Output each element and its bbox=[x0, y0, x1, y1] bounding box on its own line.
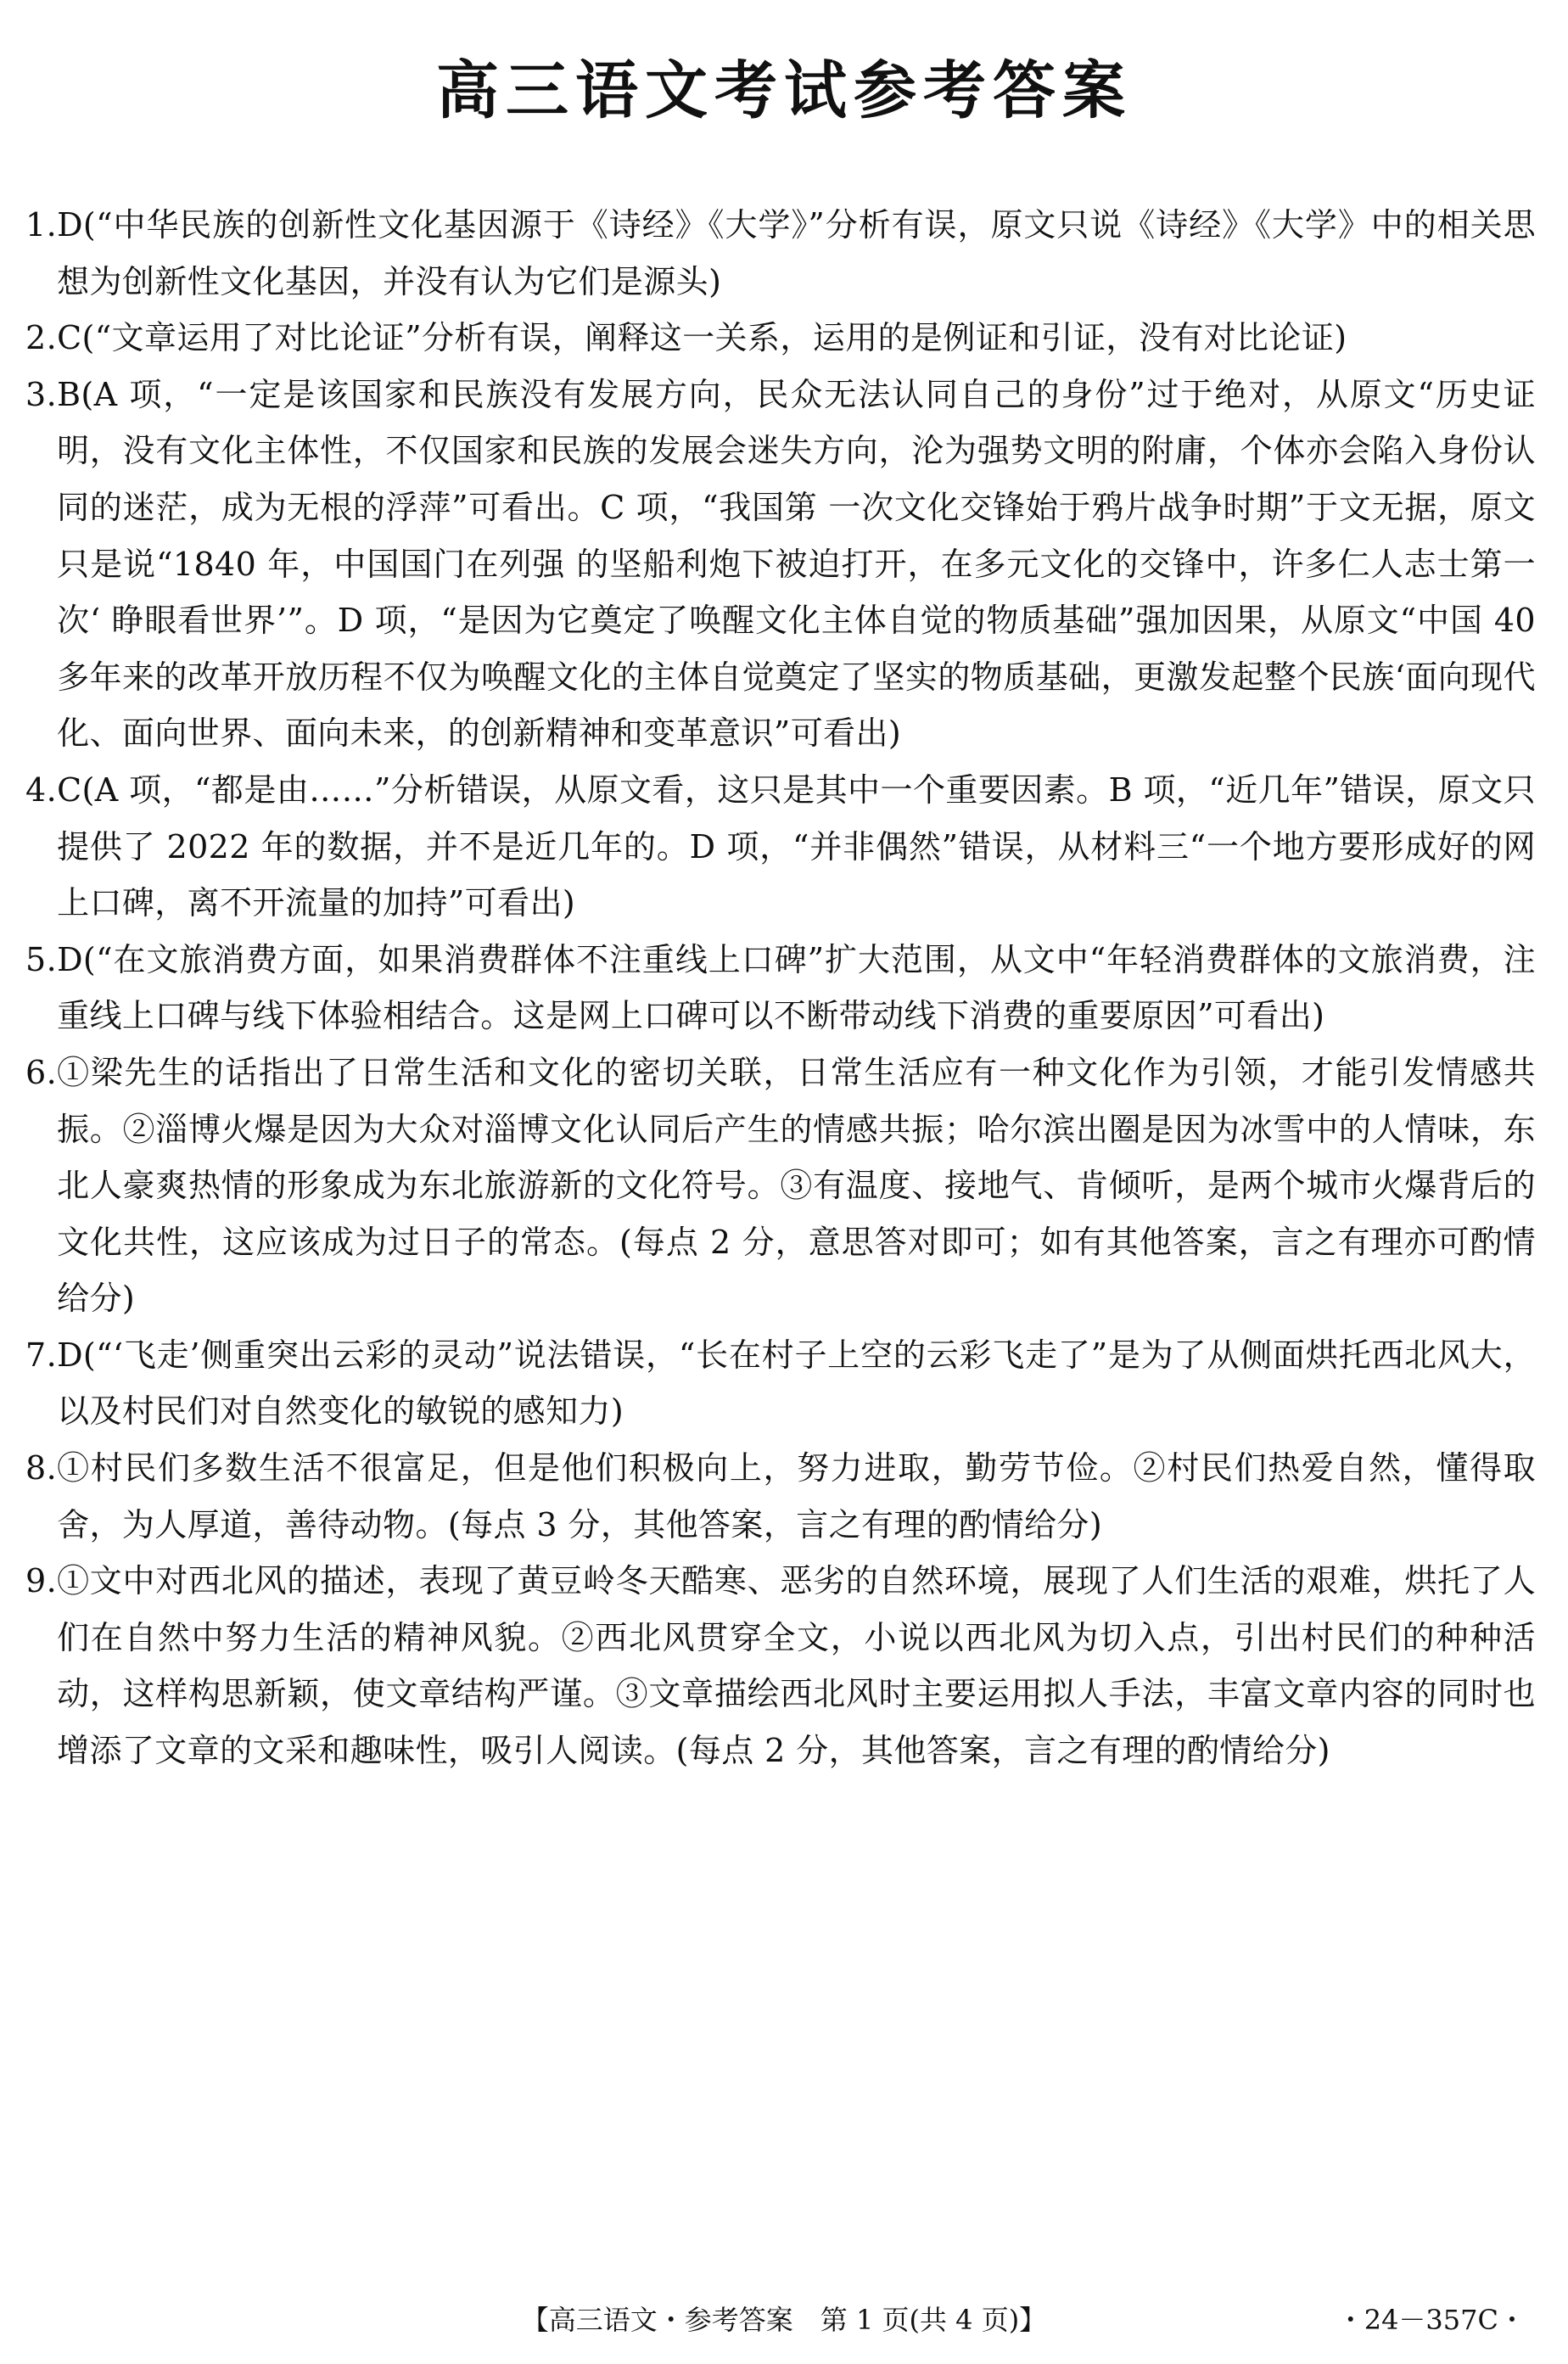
answer-text: ①村民们多数生活不很富足，但是他们积极向上，努力进取，勤劳节俭。②村民们热爱自然，懂得取舍，为人厚道，善待动物。(每点 3 分，其他答案，言之有理的酌情给分) bbox=[57, 1449, 1536, 1543]
answer-number: 1. bbox=[25, 206, 58, 244]
answer-list bbox=[25, 197, 1536, 1779]
answer-text: D(“在文旅消费方面，如果消费群体不注重线上口碑”扩大范围，从文中“年轻消费群体的文旅消费，注重线上口碑与线下体验相结合。这是网上口碑可以不断带动线下消费的重要原因”可看出) bbox=[57, 940, 1536, 1035]
answer-number: 7. bbox=[25, 1336, 58, 1374]
answer-text: C(A 项，“都是由……”分析错误，从原文看，这只是其中一个重要因素。B 项，“近几年”错误，原文只提供了 2022 年的数据，并不是近几年的。D 项，“并非偶然”错误，从材料三“一个地方要形成好的网上口碑，离不开流量的加持”可看出) bbox=[57, 770, 1536, 922]
answer-text: ①文中对西北风的描述，表现了黄豆岭冬天酷寒、恶劣的自然环境，展现了人们生活的艰难，烘托了人们在自然中努力生活的精神风貌。②西北风贯穿全文，小说以西北风为切入点，引出村民们的种种活动，这样构思新颖，使文章结构严谨。③文章描绘西北风时主要运用拟人手法，丰富文章内容的同时也增添了文章的文采和趣味性，吸引人阅读。(每点 2 分，其他答案，言之有理的酌情给分) bbox=[57, 1562, 1536, 1770]
answer-text: ①梁先生的话指出了日常生活和文化的密切关联，日常生活应有一种文化作为引领，才能引发情感共振。②淄博火爆是因为大众对淄博文化认同后产生的情感共振；哈尔滨出圈是因为冰雪中的人情味，东北人豪爽热情的形象成为东北旅游新的文化符号。③有温度、接地气、肯倾听，是两个城市火爆背后的文化共性，这应该成为过日子的常态。(每点 2 分，意思答对即可；如有其他答案，言之有理亦可酌情给分) bbox=[57, 1053, 1536, 1318]
page-footer bbox=[0, 2298, 1568, 2342]
answer-number: 8. bbox=[25, 1449, 58, 1487]
answer-item bbox=[25, 1440, 1536, 1553]
answer-number: 4. bbox=[25, 770, 58, 809]
footer-exam-code: ・24－357C・ bbox=[1336, 2304, 1526, 2336]
answer-item bbox=[25, 1045, 1536, 1327]
answer-number: 5. bbox=[25, 940, 58, 978]
answer-number: 3. bbox=[25, 375, 58, 413]
footer-page-info: 【高三语文・参考答案 第 1 页(共 4 页)】 bbox=[521, 2304, 1047, 2336]
answer-number: 6. bbox=[25, 1053, 58, 1091]
answer-item bbox=[25, 762, 1536, 932]
answer-text: D(“‘飞走’侧重突出云彩的灵动”说法错误，“长在村子上空的云彩飞走了”是为了从侧面烘托西北风大，以及村民们对自然变化的敏锐的感知力) bbox=[57, 1336, 1536, 1431]
answer-item bbox=[25, 1327, 1536, 1440]
answer-item bbox=[25, 310, 1536, 367]
answer-text: B(A 项，“一定是该国家和民族没有发展方向，民众无法认同自己的身份”过于绝对，从原文“历史证明，没有文化主体性，不仅国家和民族的发展会迷失方向，沦为强势文明的附庸，个体亦会陷入身份认同的迷茫，成为无根的浮萍”可看出。C 项，“我国第 一次文化交锋始于鸦片战争时期”于文无据，原文只是说“1840 年，中国国门在列强 的坚船利炮下被迫打开，在多元文化的交锋中，许多仁人志士第一次‘ 睁眼看世界’”。D 项，“是因为它奠定了唤醒文化主体自觉的物质基础”强加因果，从原文“中国 40 多年来的改革开放历程不仅为唤醒文化的主体自觉奠定了坚实的物质基础，更激发起整个民族‘面向现代化、面向世界、面向未来，的创新精神和变革意识”可看出) bbox=[57, 375, 1536, 753]
answer-text: C(“文章运用了对比论证”分析有误，阐释这一关系，运用的是例证和引证，没有对比论证) bbox=[57, 319, 1347, 357]
answer-number: 9. bbox=[25, 1562, 58, 1600]
page-title: 高三语文考试参考答案 bbox=[436, 54, 1132, 127]
answer-item bbox=[25, 932, 1536, 1045]
answer-text: D(“中华民族的创新性文化基因源于《诗经》《大学》”分析有误，原文只说《诗经》《大学》中的相关思想为创新性文化基因，并没有认为它们是源头) bbox=[57, 206, 1536, 300]
answer-item bbox=[25, 367, 1536, 762]
answer-item bbox=[25, 197, 1536, 310]
answer-number: 2. bbox=[25, 319, 58, 357]
answer-item bbox=[25, 1553, 1536, 1779]
